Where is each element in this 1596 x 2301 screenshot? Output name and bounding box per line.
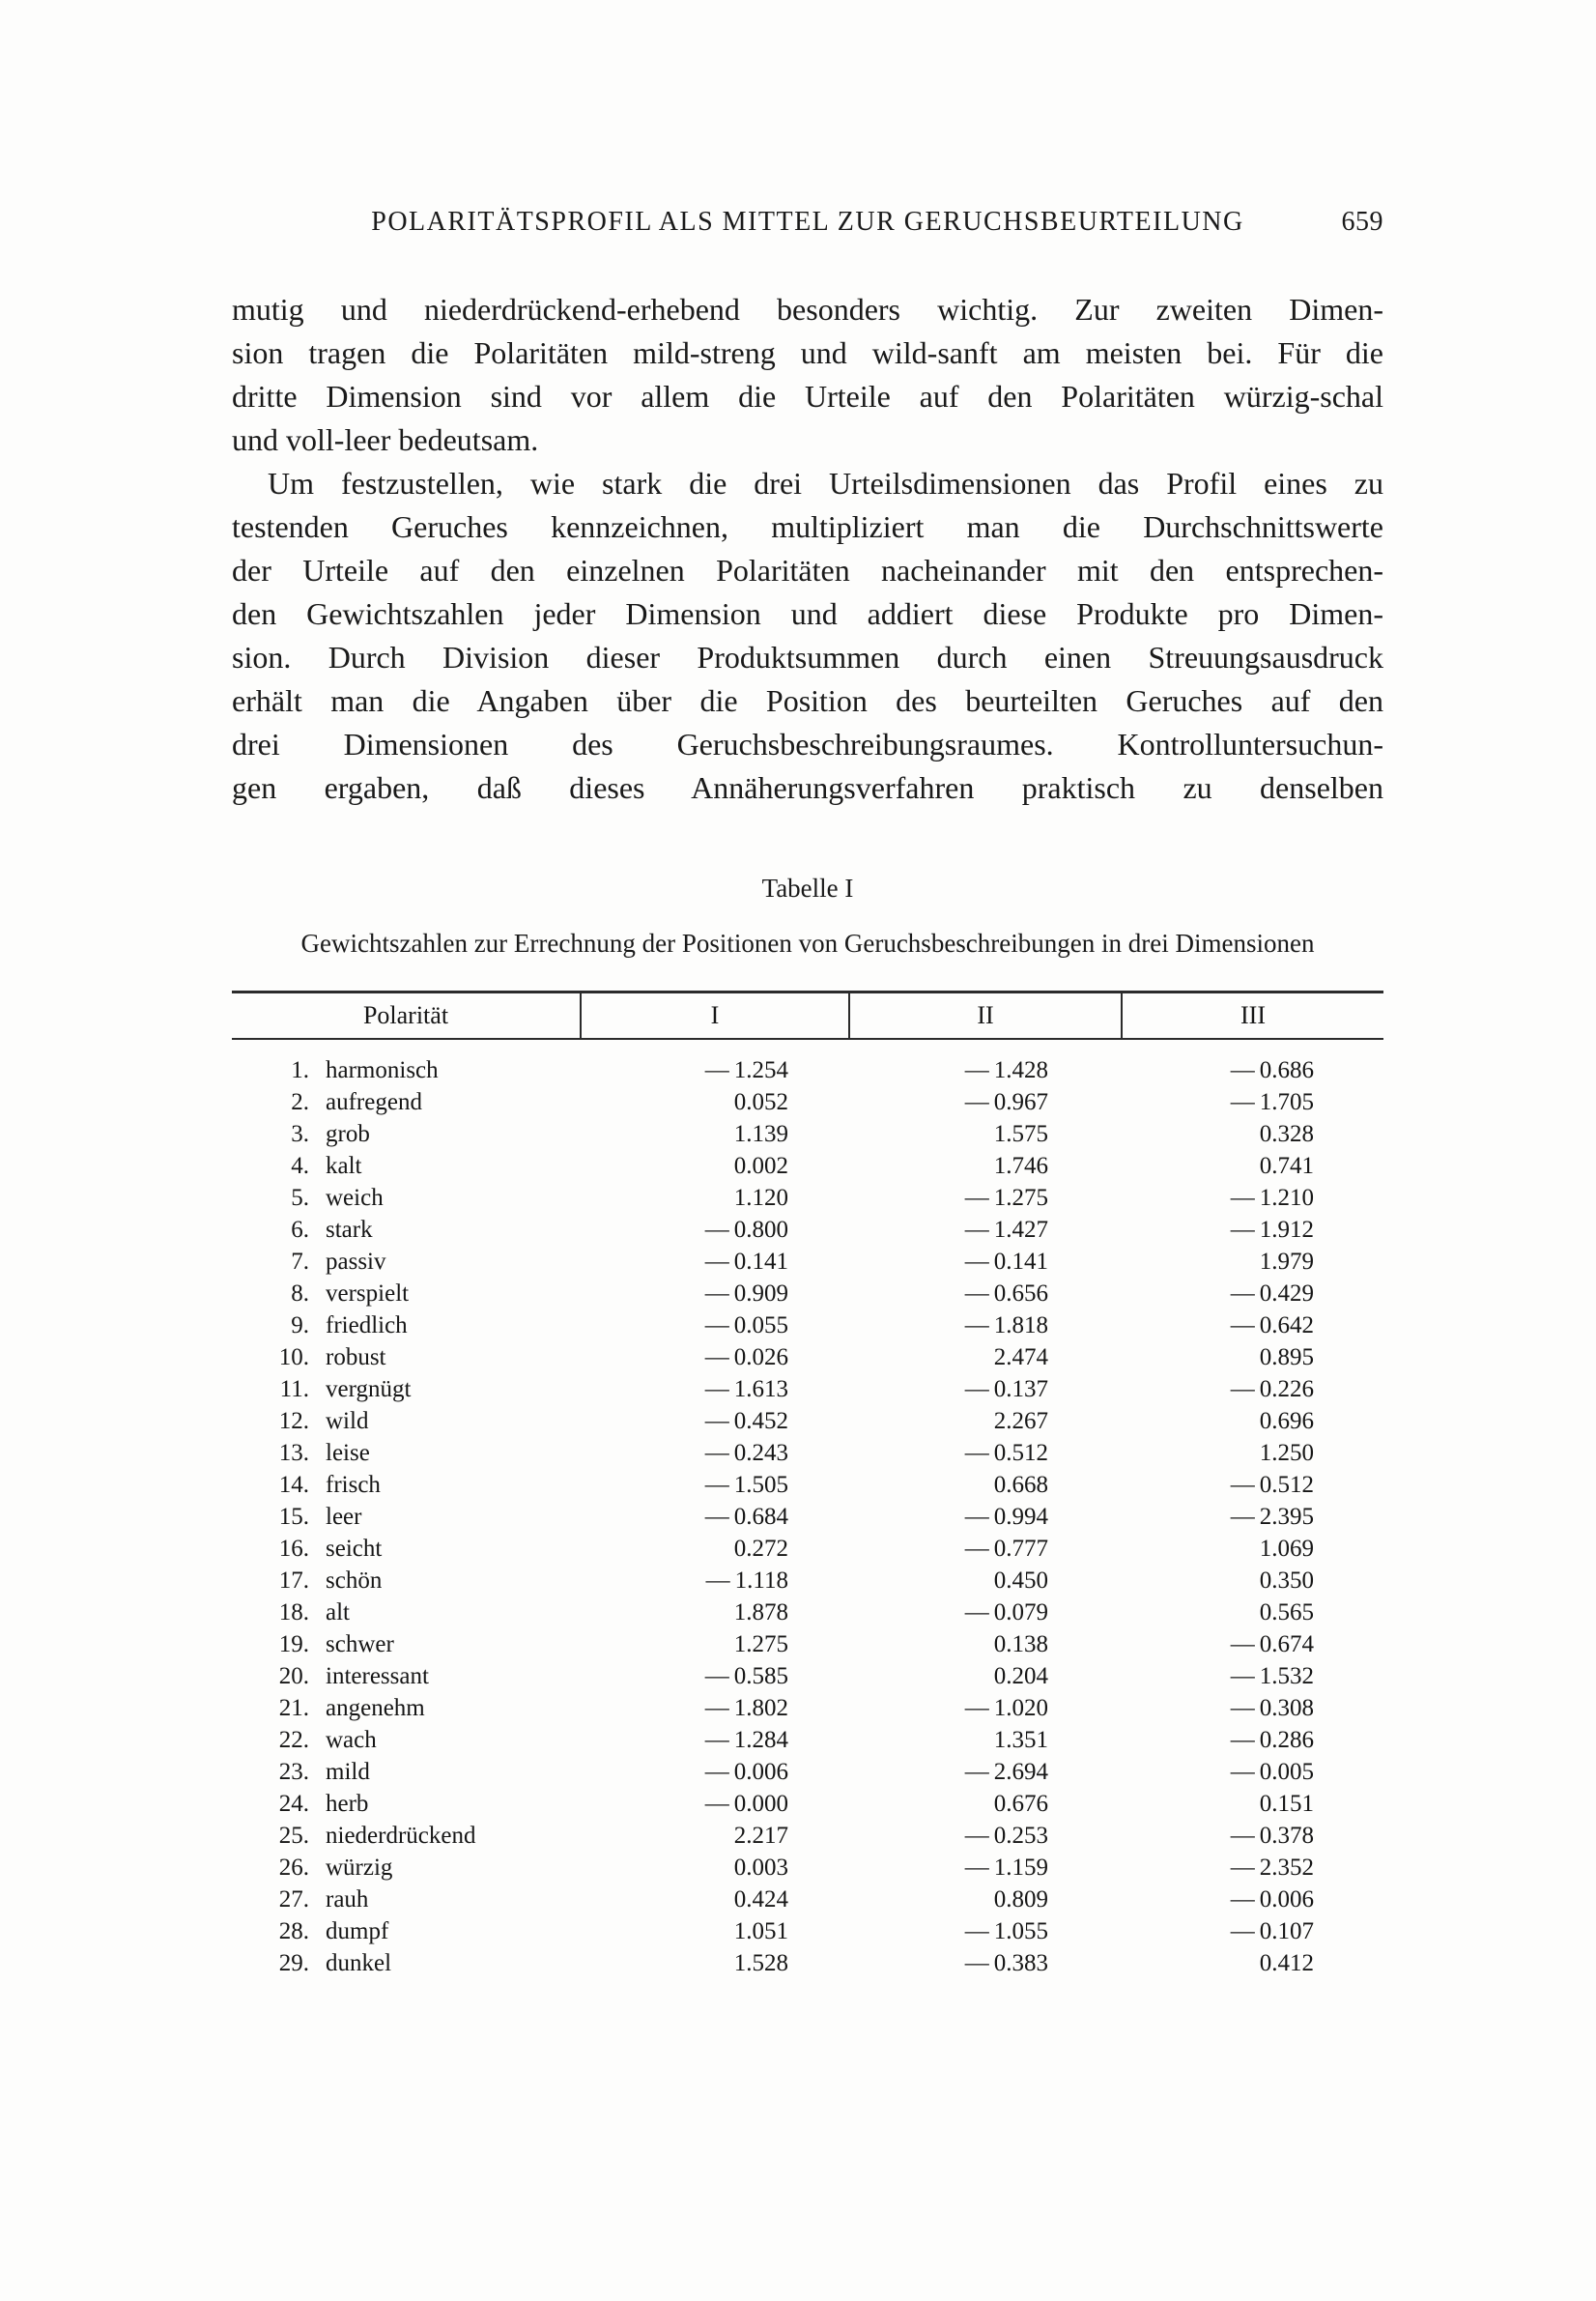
row-number: 24. — [278, 1790, 309, 1817]
table-row — [232, 1182, 1383, 1214]
value-cell-dim-1: 2.217 — [733, 1822, 788, 1849]
polarity-label: angenehm — [326, 1694, 425, 1721]
value-cell-dim-2: — 0.656 — [964, 1280, 1048, 1307]
table-row — [232, 1150, 1383, 1182]
polarity-cell — [232, 1565, 581, 1596]
value-cell-dim-2: — 0.512 — [964, 1439, 1048, 1466]
table-row — [232, 1118, 1383, 1150]
polarity-label: dumpf — [326, 1917, 389, 1944]
value-cell-dim-3: — 0.308 — [1230, 1694, 1314, 1721]
polarity-cell — [232, 1405, 581, 1437]
value-cell-dim-1: — 1.254 — [704, 1056, 788, 1083]
text-line: und voll-leer bedeutsam. — [232, 422, 539, 457]
row-number: 9. — [291, 1311, 309, 1338]
value-cell-dim-3: — 2.395 — [1230, 1503, 1314, 1530]
row-number: 2. — [291, 1088, 309, 1115]
polarity-cell — [232, 1852, 581, 1884]
value-cell-dim-1: 1.528 — [733, 1949, 788, 1976]
polarity-cell — [232, 1788, 581, 1820]
value-cell-dim-3: — 0.107 — [1230, 1917, 1314, 1944]
table-row — [232, 1756, 1383, 1788]
row-number: 21. — [278, 1694, 309, 1721]
polarity-label: vergnügt — [326, 1375, 412, 1402]
polarity-cell — [232, 1596, 581, 1628]
value-cell-dim-2: 0.668 — [993, 1471, 1048, 1498]
polarity-label: kalt — [326, 1152, 362, 1179]
polarity-label: schwer — [326, 1630, 394, 1657]
value-cell-dim-3: — 0.378 — [1230, 1822, 1314, 1849]
row-number: 13. — [278, 1439, 309, 1466]
value-cell-dim-1: 1.120 — [733, 1184, 788, 1211]
column-header-dimension-1: I — [581, 992, 849, 1040]
text-line: drei Dimensionen des Geruchsbeschreibungsraumes. Kontrolluntersuchun- — [232, 727, 1383, 762]
row-number: 12. — [278, 1407, 309, 1434]
text-line: Um festzustellen, wie stark die drei Urteilsdimensionen das Profil eines zu — [268, 466, 1383, 501]
value-cell-dim-1: 0.052 — [733, 1088, 788, 1115]
polarity-label: verspielt — [326, 1280, 410, 1307]
value-cell-dim-2: — 0.967 — [964, 1088, 1048, 1115]
weights-table-body — [232, 1039, 1383, 1979]
running-head — [232, 206, 1383, 238]
value-cell-dim-2: 2.267 — [993, 1407, 1048, 1434]
value-cell-dim-3: 0.741 — [1259, 1152, 1314, 1179]
row-number: 28. — [278, 1917, 309, 1944]
table-row — [232, 1437, 1383, 1469]
body-text — [232, 288, 1383, 810]
value-cell-dim-2: 1.575 — [993, 1120, 1048, 1147]
polarity-cell — [232, 1692, 581, 1724]
value-cell-dim-2: — 1.428 — [964, 1056, 1048, 1083]
row-number: 3. — [291, 1120, 309, 1147]
value-cell-dim-1: 1.139 — [733, 1120, 788, 1147]
value-cell-dim-3: 1.979 — [1259, 1248, 1314, 1275]
polarity-label: leise — [326, 1439, 370, 1466]
polarity-label: seicht — [326, 1535, 383, 1562]
value-cell-dim-3: 0.895 — [1259, 1343, 1314, 1370]
table-subtitle: Gewichtszahlen zur Errechnung der Positionen von Geruchsbeschreibungen in drei Dimensionen — [300, 929, 1315, 958]
value-cell-dim-1: — 0.000 — [704, 1790, 788, 1817]
value-cell-dim-2: 0.809 — [993, 1885, 1048, 1913]
polarity-cell — [232, 1118, 581, 1150]
table-row — [232, 1692, 1383, 1724]
polarity-cell — [232, 1469, 581, 1501]
value-cell-dim-1: — 0.684 — [704, 1503, 788, 1530]
value-cell-dim-2: — 1.020 — [964, 1694, 1048, 1721]
polarity-cell — [232, 1214, 581, 1246]
polarity-cell — [232, 1660, 581, 1692]
table-row — [232, 1405, 1383, 1437]
row-number: 29. — [278, 1949, 309, 1976]
polarity-cell — [232, 1915, 581, 1947]
table-row — [232, 1660, 1383, 1692]
table-row — [232, 1086, 1383, 1118]
value-cell-dim-2: — 1.427 — [964, 1216, 1048, 1243]
paragraph-1 — [232, 288, 1383, 462]
polarity-cell — [232, 1246, 581, 1278]
polarity-label: leer — [326, 1503, 362, 1530]
value-cell-dim-1: — 0.026 — [704, 1343, 788, 1370]
row-number: 1. — [291, 1056, 309, 1083]
polarity-cell — [232, 1086, 581, 1118]
value-cell-dim-3: 0.151 — [1259, 1790, 1314, 1817]
row-number: 19. — [278, 1630, 309, 1657]
polarity-cell — [232, 1724, 581, 1756]
polarity-cell — [232, 1150, 581, 1182]
page-number: 659 — [1341, 207, 1383, 237]
value-cell-dim-2: 0.676 — [993, 1790, 1048, 1817]
polarity-label: friedlich — [326, 1311, 408, 1338]
row-number: 5. — [291, 1184, 309, 1211]
value-cell-dim-2: 0.138 — [993, 1630, 1048, 1657]
value-cell-dim-3: 0.350 — [1259, 1567, 1314, 1594]
value-cell-dim-3: — 0.286 — [1230, 1726, 1314, 1753]
value-cell-dim-2: — 1.055 — [964, 1917, 1048, 1944]
value-cell-dim-3: — 0.226 — [1230, 1375, 1314, 1402]
value-cell-dim-2: — 0.383 — [964, 1949, 1048, 1976]
table-row — [232, 1246, 1383, 1278]
table-row — [232, 1373, 1383, 1405]
table-row — [232, 1278, 1383, 1309]
polarity-label: weich — [326, 1184, 384, 1211]
polarity-cell — [232, 1628, 581, 1660]
row-number: 25. — [278, 1822, 309, 1849]
polarity-cell — [232, 1756, 581, 1788]
value-cell-dim-1: 0.424 — [733, 1885, 788, 1913]
table-row — [232, 1469, 1383, 1501]
polarity-label: rauh — [326, 1885, 369, 1913]
row-number: 15. — [278, 1503, 309, 1530]
polarity-label: herb — [326, 1790, 369, 1817]
polarity-label: schön — [326, 1567, 383, 1594]
value-cell-dim-1: — 0.452 — [704, 1407, 788, 1434]
value-cell-dim-3: — 2.352 — [1230, 1854, 1314, 1881]
polarity-label: frisch — [326, 1471, 381, 1498]
polarity-label: würzig — [326, 1854, 393, 1881]
value-cell-dim-3: — 0.512 — [1230, 1471, 1314, 1498]
value-cell-dim-2: — 1.159 — [964, 1854, 1048, 1881]
polarity-cell — [232, 1341, 581, 1373]
polarity-cell — [232, 1884, 581, 1915]
value-cell-dim-2: — 0.079 — [964, 1598, 1048, 1625]
value-cell-dim-2: — 1.275 — [964, 1184, 1048, 1211]
table-caption: Tabelle I — [761, 874, 854, 903]
value-cell-dim-1: — 0.006 — [704, 1758, 788, 1785]
polarity-label: passiv — [326, 1248, 386, 1275]
polarity-label: harmonisch — [326, 1056, 439, 1083]
column-header-polaritaet: Polarität — [232, 992, 581, 1040]
row-number: 17. — [278, 1567, 309, 1594]
header-row — [232, 992, 1383, 1040]
table-row — [232, 1852, 1383, 1884]
page-header-title: POLARITÄTSPROFIL ALS MITTEL ZUR GERUCHSBEURTEILUNG — [371, 207, 1244, 237]
row-number: 26. — [278, 1854, 309, 1881]
polarity-cell — [232, 1820, 581, 1852]
row-number: 22. — [278, 1726, 309, 1753]
text-line: mutig und niederdrückend-erhebend besonders wichtig. Zur zweiten Dimen- — [232, 292, 1383, 327]
column-header-dimension-3: III — [1122, 992, 1383, 1040]
value-cell-dim-3: — 1.532 — [1230, 1662, 1314, 1689]
row-number: 23. — [278, 1758, 309, 1785]
value-cell-dim-1: — 0.055 — [704, 1311, 788, 1338]
polarity-cell — [232, 1437, 581, 1469]
value-cell-dim-3: — 0.429 — [1230, 1280, 1314, 1307]
value-cell-dim-1: — 1.118 — [705, 1567, 788, 1594]
value-cell-dim-3: 1.069 — [1259, 1535, 1314, 1562]
value-cell-dim-3: 0.696 — [1259, 1407, 1314, 1434]
row-number: 20. — [278, 1662, 309, 1689]
polarity-cell — [232, 1373, 581, 1405]
polarity-cell — [232, 1039, 581, 1086]
table-row — [232, 1884, 1383, 1915]
table-row — [232, 1596, 1383, 1628]
table-row — [232, 1309, 1383, 1341]
value-cell-dim-2: — 0.137 — [964, 1375, 1048, 1402]
table-row — [232, 1788, 1383, 1820]
row-number: 11. — [279, 1375, 309, 1402]
value-cell-dim-3: — 0.674 — [1230, 1630, 1314, 1657]
value-cell-dim-3: — 1.210 — [1230, 1184, 1314, 1211]
paragraph-2 — [232, 462, 1383, 810]
value-cell-dim-1: 0.003 — [733, 1854, 788, 1881]
row-number: 14. — [278, 1471, 309, 1498]
value-cell-dim-2: 1.351 — [993, 1726, 1048, 1753]
value-cell-dim-2: 0.204 — [993, 1662, 1048, 1689]
value-cell-dim-1: — 0.141 — [704, 1248, 788, 1275]
value-cell-dim-2: — 0.994 — [964, 1503, 1048, 1530]
polarity-label: robust — [326, 1343, 386, 1370]
polarity-label: aufregend — [326, 1088, 422, 1115]
text-line: gen ergaben, daß dieses Annäherungsverfahren praktisch zu denselben — [232, 770, 1383, 805]
value-cell-dim-3: 0.565 — [1259, 1598, 1314, 1625]
table-row — [232, 1565, 1383, 1596]
column-header-dimension-2: II — [849, 992, 1122, 1040]
polarity-label: interessant — [326, 1662, 429, 1689]
row-number: 4. — [291, 1152, 309, 1179]
table-row — [232, 1724, 1383, 1756]
value-cell-dim-3: — 1.705 — [1230, 1088, 1314, 1115]
polarity-cell — [232, 1501, 581, 1533]
weights-table — [232, 991, 1383, 1979]
value-cell-dim-3: 1.250 — [1259, 1439, 1314, 1466]
value-cell-dim-2: — 0.141 — [964, 1248, 1048, 1275]
value-cell-dim-3: — 1.912 — [1230, 1216, 1314, 1243]
table-row — [232, 1214, 1383, 1246]
polarity-label: wach — [326, 1726, 377, 1753]
value-cell-dim-1: 0.002 — [733, 1152, 788, 1179]
table-row — [232, 1947, 1383, 1979]
table-row — [232, 1820, 1383, 1852]
polarity-label: mild — [326, 1758, 370, 1785]
value-cell-dim-3: 0.412 — [1259, 1949, 1314, 1976]
polarity-label: dunkel — [326, 1949, 392, 1976]
text-line: sion tragen die Polaritäten mild-streng und wild-sanft am meisten bei. Für die — [232, 335, 1383, 370]
row-number: 7. — [291, 1248, 309, 1275]
text-line: dritte Dimension sind vor allem die Urteile auf den Polaritäten würzig-schal — [232, 379, 1383, 414]
row-number: 8. — [291, 1280, 309, 1307]
value-cell-dim-1: 1.275 — [733, 1630, 788, 1657]
polarity-label: alt — [326, 1598, 350, 1625]
value-cell-dim-1: — 1.802 — [704, 1694, 788, 1721]
polarity-cell — [232, 1947, 581, 1979]
row-number: 6. — [291, 1216, 309, 1243]
weights-table-header — [232, 992, 1383, 1040]
polarity-cell — [232, 1182, 581, 1214]
value-cell-dim-1: — 1.613 — [704, 1375, 788, 1402]
value-cell-dim-2: — 0.253 — [964, 1822, 1048, 1849]
page-content — [232, 206, 1383, 1979]
value-cell-dim-1: 1.051 — [733, 1917, 788, 1944]
polarity-label: stark — [326, 1216, 373, 1243]
polarity-label: niederdrückend — [326, 1822, 476, 1849]
text-line: testenden Geruches kennzeichnen, multipliziert man die Durchschnittswerte — [232, 509, 1383, 544]
table-row — [232, 1501, 1383, 1533]
value-cell-dim-1: — 0.585 — [704, 1662, 788, 1689]
value-cell-dim-1: — 0.243 — [704, 1439, 788, 1466]
value-cell-dim-2: — 0.777 — [964, 1535, 1048, 1562]
table-row — [232, 1341, 1383, 1373]
table-row — [232, 1628, 1383, 1660]
text-line: den Gewichtszahlen jeder Dimension und addiert diese Produkte pro Dimen- — [232, 596, 1383, 631]
polarity-cell — [232, 1309, 581, 1341]
value-cell-dim-3: — 0.686 — [1230, 1056, 1314, 1083]
polarity-cell — [232, 1278, 581, 1309]
value-cell-dim-3: — 0.005 — [1230, 1758, 1314, 1785]
value-cell-dim-1: — 1.284 — [704, 1726, 788, 1753]
text-line: sion. Durch Division dieser Produktsummen durch einen Streuungsausdruck — [232, 640, 1383, 675]
table-row — [232, 1915, 1383, 1947]
value-cell-dim-2: 1.746 — [993, 1152, 1048, 1179]
value-cell-dim-3: 0.328 — [1259, 1120, 1314, 1147]
row-number: 27. — [278, 1885, 309, 1913]
value-cell-dim-2: 0.450 — [993, 1567, 1048, 1594]
text-line: der Urteile auf den einzelnen Polaritäten nacheinander mit den entsprechen- — [232, 553, 1383, 588]
row-number: 16. — [278, 1535, 309, 1562]
text-line: erhält man die Angaben über die Position des beurteilten Geruches auf den — [232, 683, 1383, 718]
value-cell-dim-1: 1.878 — [733, 1598, 788, 1625]
value-cell-dim-1: — 0.909 — [704, 1280, 788, 1307]
row-number: 18. — [278, 1598, 309, 1625]
row-number: 10. — [278, 1343, 309, 1370]
polarity-label: wild — [326, 1407, 369, 1434]
value-cell-dim-1: — 0.800 — [704, 1216, 788, 1243]
value-cell-dim-2: — 2.694 — [964, 1758, 1048, 1785]
value-cell-dim-2: — 1.818 — [964, 1311, 1048, 1338]
polarity-cell — [232, 1533, 581, 1565]
table-row — [232, 1039, 1383, 1086]
value-cell-dim-2: 2.474 — [993, 1343, 1048, 1370]
polarity-label: grob — [326, 1120, 370, 1147]
value-cell-dim-3: — 0.642 — [1230, 1311, 1314, 1338]
value-cell-dim-3: — 0.006 — [1230, 1885, 1314, 1913]
value-cell-dim-1: 0.272 — [733, 1535, 788, 1562]
value-cell-dim-1: — 1.505 — [704, 1471, 788, 1498]
table-row — [232, 1533, 1383, 1565]
